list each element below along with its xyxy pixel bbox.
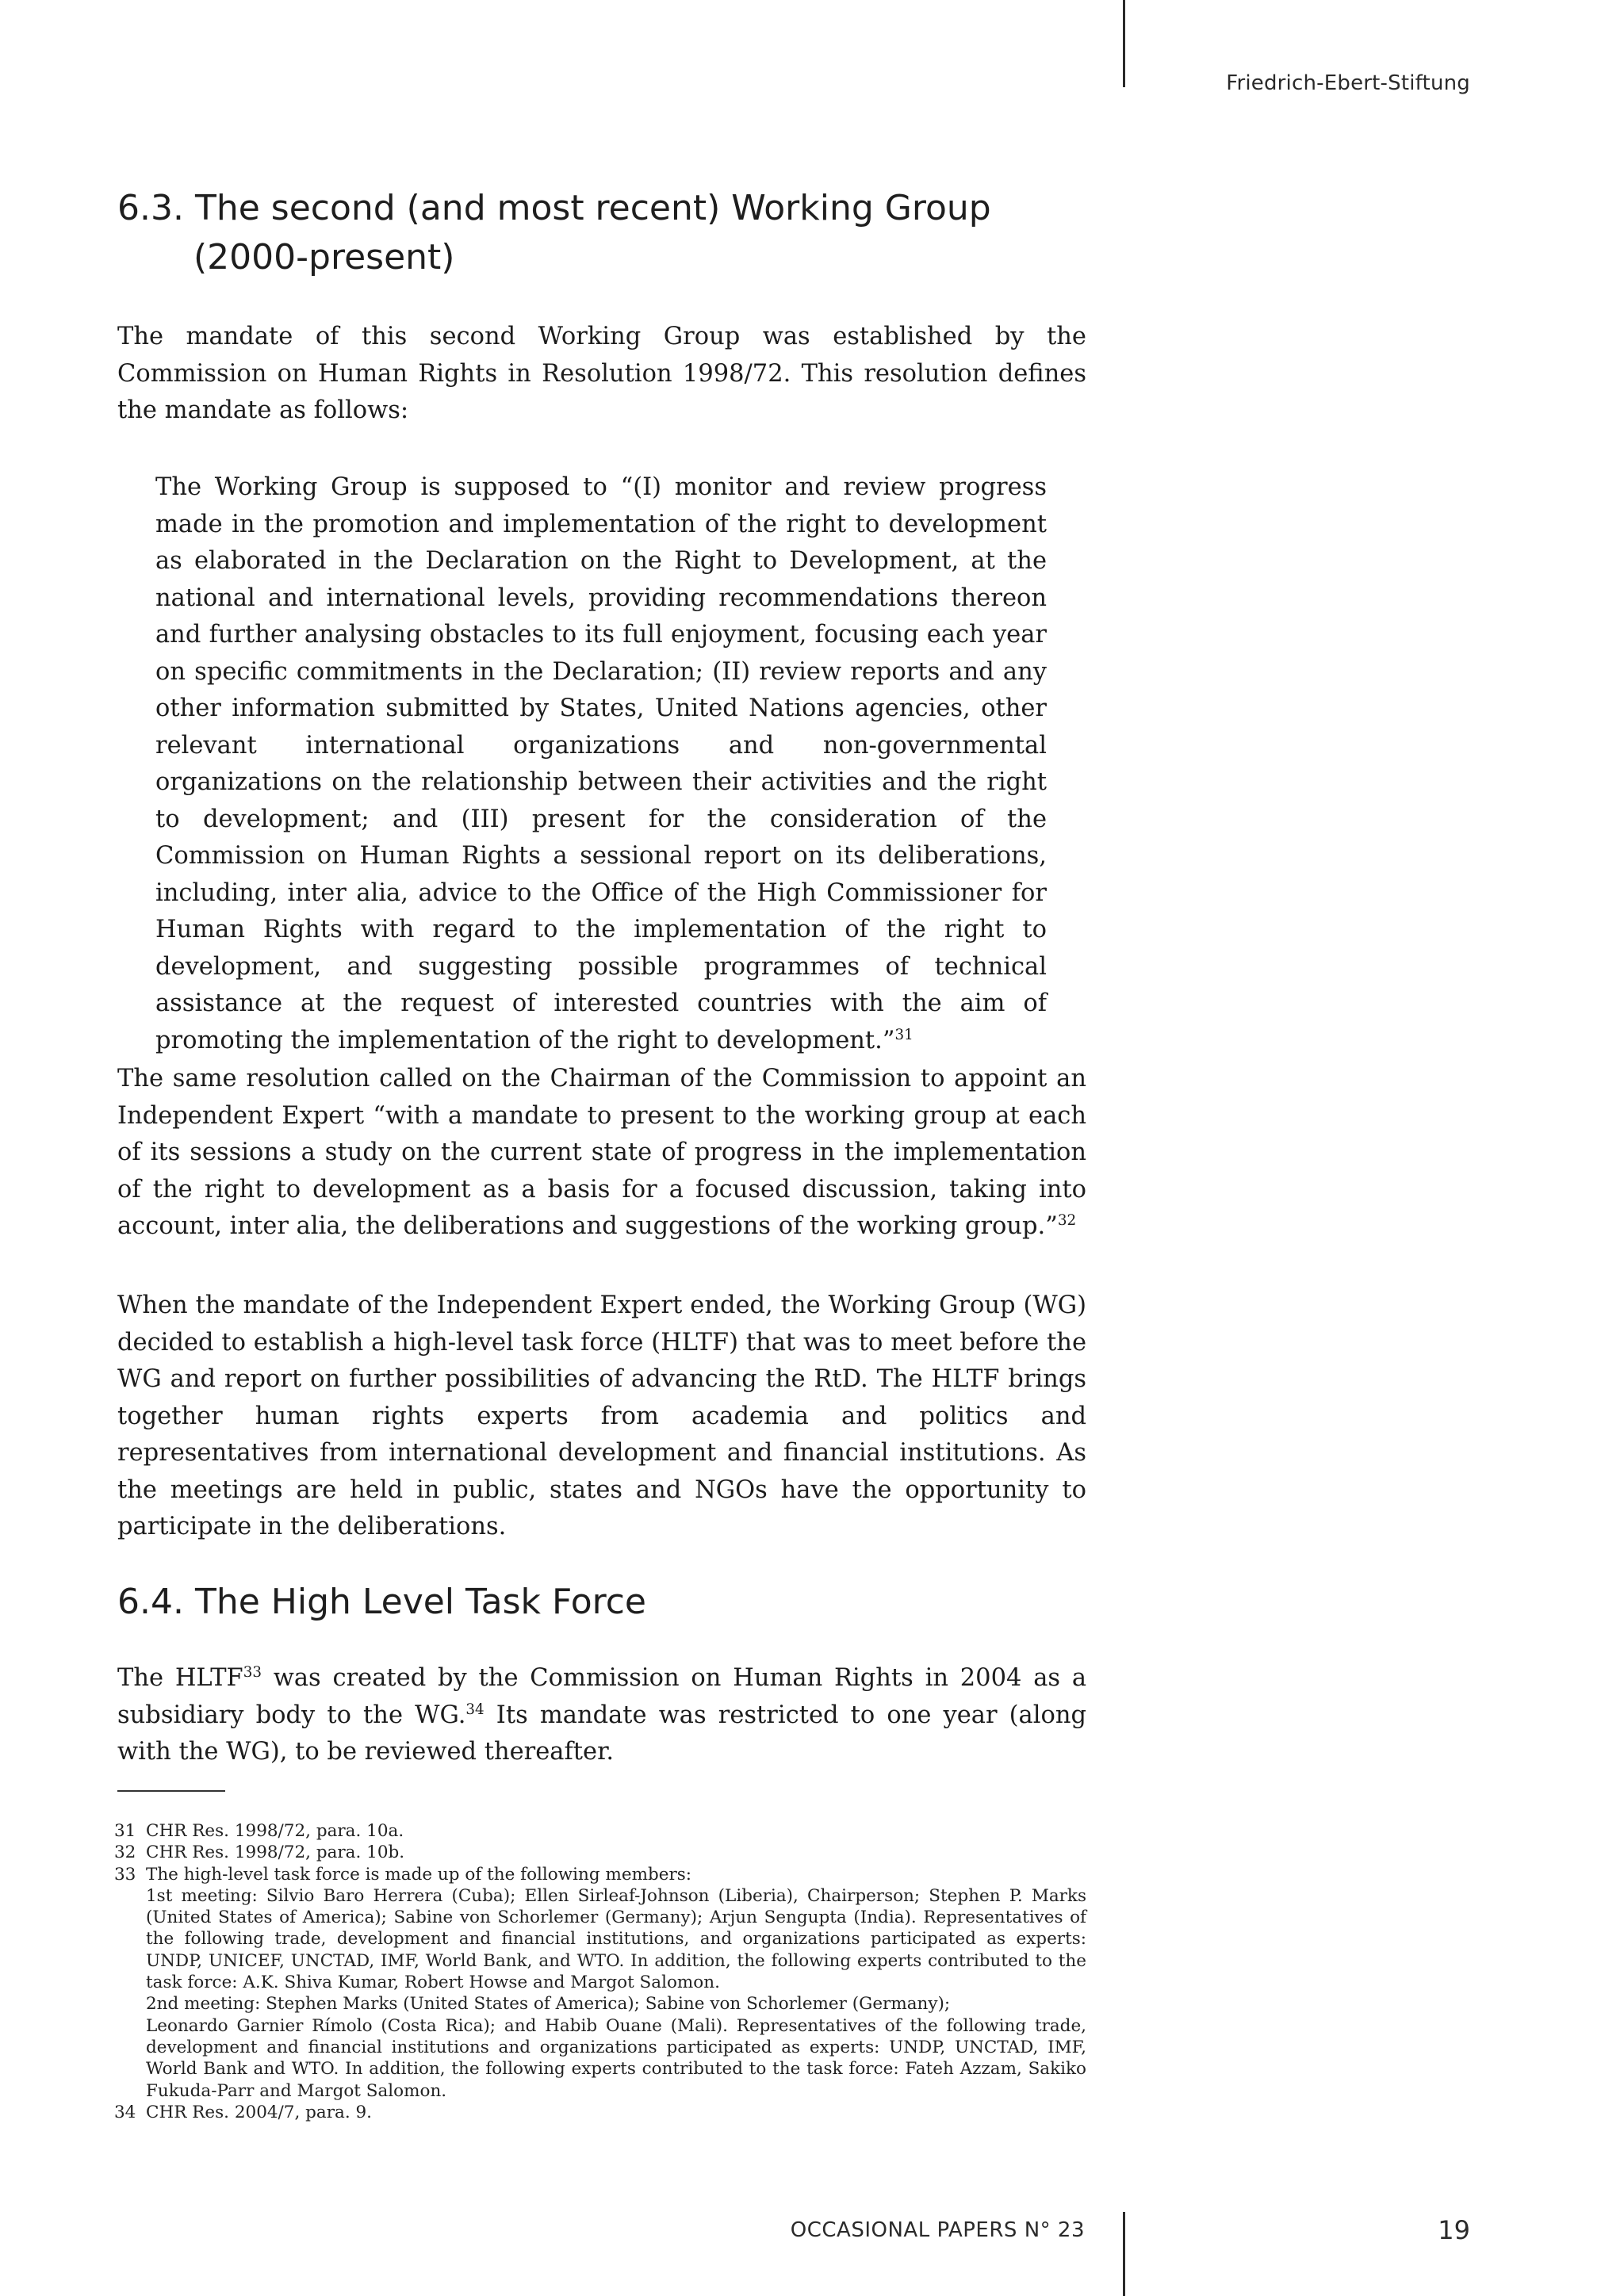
footnote-text: CHR Res. 2004/7, para. 9. [146,2102,373,2122]
section-6-3-title [117,184,991,282]
footnote-ref-34: 34 [465,1701,485,1718]
footnote-ref-33: 33 [243,1663,262,1681]
page-number: 19 [1438,2215,1470,2245]
paragraph-hltf-establishment: When the mandate of the Independent Expert ended, the Working Group (WG) decided to establish a high-level task force (HLTF) that was to meet before the WG and report on further possibilities of advancing the RtD. The HLTF brings together human rights experts from academia and politics and representatives from international development and financial institutions. As the meetings are held in public, states and NGOs have the opportunity to participate in the deliberations. [117,1292,1086,1540]
paragraph-hltf-text-c: Its mandate was restricted to one year (along with the WG), to be reviewed thereafter. [117,1701,1086,1766]
series-label: OCCASIONAL PAPERS N° 23 [790,2218,1085,2242]
footnote-ref-31: 31 [894,1026,914,1043]
footnote-33 [114,1864,1086,1885]
section-6-3-title-line2: (2000-present) [193,237,455,277]
footnote-number: 32 [114,1843,136,1863]
footnote-33-meeting-1: 1st meeting: Silvio Baro Herrera (Cuba); Ellen Sirleaf-Johnson (Liberia), Chairperson; Stephen P. Marks (United States of America); Sabine von Schorlemer (Germany); Arjun Sengupta (India). Representatives of the following trade, development and financial institutions, and organizations participated as experts: UNDP, UNICEF, UNCTAD, IMF, World Bank, and WTO. In addition, the following experts contributed to the task force: A.K. Shiva Kumar, Robert Howse and Margot Salomon. [146,1885,1086,1993]
section-6-3-title-line1: 6.3. The second (and most recent) Working Group [117,188,991,228]
paragraph-hltf [117,1660,1086,1771]
footnote-32 [114,1842,1086,1863]
footnote-divider [117,1790,225,1792]
footnote-text: CHR Res. 1998/72, para. 10a. [146,1821,404,1841]
paragraph-independent-expert [117,1061,1086,1246]
footnote-34 [114,2102,1086,2123]
section-6-4-title: 6.4. The High Level Task Force [117,1582,647,1622]
footnote-31 [114,1820,1086,1842]
footnote-ref-32: 32 [1057,1211,1077,1229]
paragraph-independent-expert-text: The same resolution called on the Chairman of the Commission to appoint an Independent Expert “with a mandate to present to the working group at each of its sessions a study on the current state of progress in the implementation of the right to development as a basis for a focused discussion, taking into account, inter alia, the deliberations and suggestions of the working group.” [117,1065,1086,1240]
footnote-number: 34 [114,2102,136,2122]
footnote-number: 33 [114,1864,136,1885]
footnotes [114,1820,1086,2123]
footnote-33-meeting-2-line: 2nd meeting: Stephen Marks (United States of America); Sabine von Schorlemer (Germany); [146,1994,951,2015]
paragraph-hltf-text-b: was created by the Commission on Human Rights in 2004 as a subsidiary body to the WG. [117,1664,1086,1729]
footnote-text: The high-level task force is made up of the following members: [146,1864,692,1885]
footnote-33-meeting-2: Leonardo Garnier Rímolo (Costa Rica); and Habib Ouane (Mali). Representatives of the following trade, development and financial institutions and organizations participated as experts: UNDP, UNCTAD, IMF, World Bank and WTO. In addition, the following experts contributed to the task force: Fateh Azzam, Sakiko Fukuda-Parr and Margot Salomon. [146,2015,1086,2101]
paragraph-mandate: The mandate of this second Working Group was established by the Commission on Human Rights in Resolution 1998/72. This resolution defines the mandate as follows: [117,323,1086,424]
footnote-text: CHR Res. 1998/72, para. 10b. [146,1843,405,1863]
block-quote-text: The Working Group is supposed to “(I) monitor and review progress made in the promotion and implementation of the right to development as elaborated in the Declaration on the Right to Development, at the national and international levels, providing recommendations thereon and further analysing obstacles to its full enjoyment, focusing each year on specific commitments in the Declaration; (II) review reports and any other information submitted by States, United Nations agencies, other relevant international organizations and non-governmental organizations on the relationship between their activities and the right to development; and (III) present for the consideration of the Commission on Human Rights a sessional report on its deliberations, including, inter alia, advice to the Office of the High Commissioner for Human Rights with regard to the implementation of the right to development, and suggesting possible programmes of technical assistance at the request of interested countries with the aim of promoting the implementation of the right to development.” [155,473,1047,1054]
footer-divider [1123,2212,1125,2296]
paragraph-hltf-text-a: The HLTF [117,1664,243,1692]
running-head: Friedrich-Ebert-Stiftung [1226,71,1470,95]
footnote-number: 31 [114,1821,136,1841]
block-quote-mandate [155,469,1047,1059]
header-divider [1123,0,1125,87]
